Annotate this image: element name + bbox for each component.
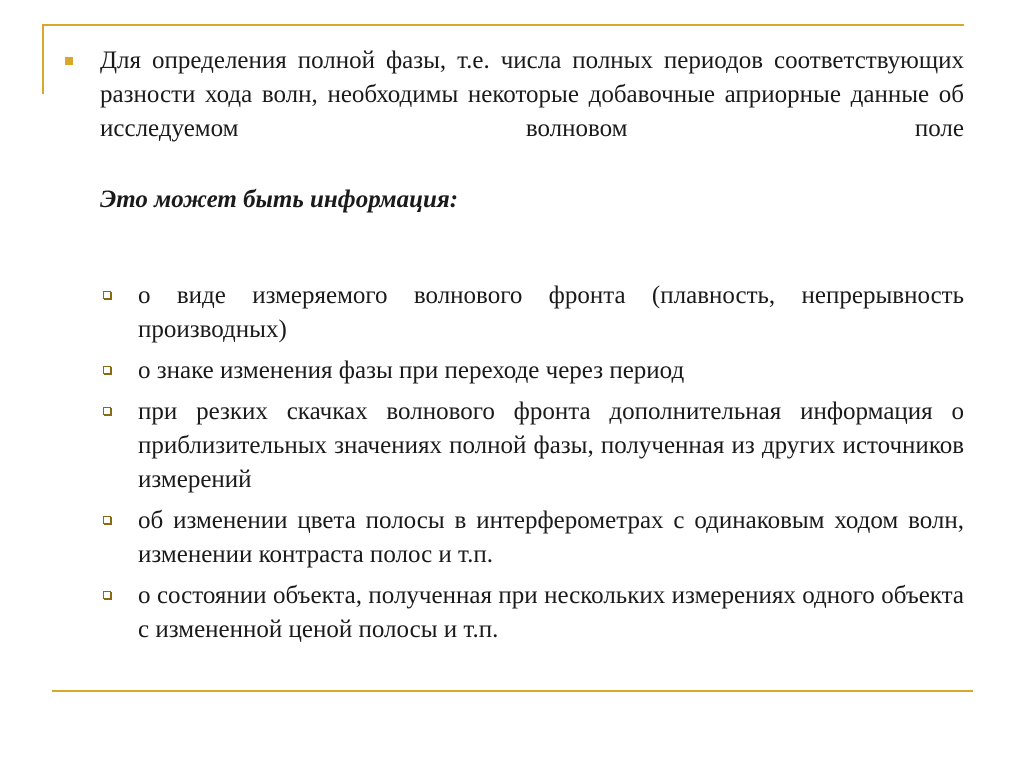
- main-point-text: Для определения полной фазы, т.е. числа полных периодов соответствующих разности хода волн, необходимы некоторые добавочные априорные данные об исследуемом волновом поле: [100, 47, 964, 142]
- frame-top-line: [42, 24, 964, 26]
- list-item-text: о виде измеряемого волнового фронта (плавность, непрерывность производных): [138, 282, 964, 343]
- hollow-square-bullet-icon: [103, 366, 111, 374]
- hollow-square-bullet-icon: [103, 291, 111, 299]
- list-item-text: о состоянии объекта, полученная при нескольких измерениях одного объекта с измененной ценой полосы и т.п.: [138, 582, 964, 643]
- list-item-text: при резких скачках волнового фронта дополнительная информация о приблизительных значениях полной фазы, полученная из других источников измерений: [138, 398, 964, 493]
- list-item: [138, 354, 964, 388]
- list-item: [138, 579, 964, 647]
- hollow-square-bullet-icon: [103, 591, 111, 599]
- list-item-text: о знаке изменения фазы при переходе через период: [138, 357, 685, 384]
- list-item: [138, 504, 964, 572]
- list-item: [138, 279, 964, 347]
- slide-content: [100, 44, 964, 654]
- list-item: [138, 395, 964, 497]
- square-bullet-icon: [65, 57, 73, 65]
- hollow-square-bullet-icon: [103, 516, 111, 524]
- frame-bottom-line: [52, 690, 973, 692]
- sub-list: [100, 279, 964, 647]
- emphasis-heading: Это может быть информация:: [100, 186, 459, 213]
- list-item-text: об изменении цвета полосы в интерферометрах с одинаковым ходом волн, изменении контраста полос и т.п.: [138, 507, 964, 568]
- frame-left-line: [42, 24, 44, 94]
- main-bullet-item: [100, 44, 964, 146]
- hollow-square-bullet-icon: [103, 407, 111, 415]
